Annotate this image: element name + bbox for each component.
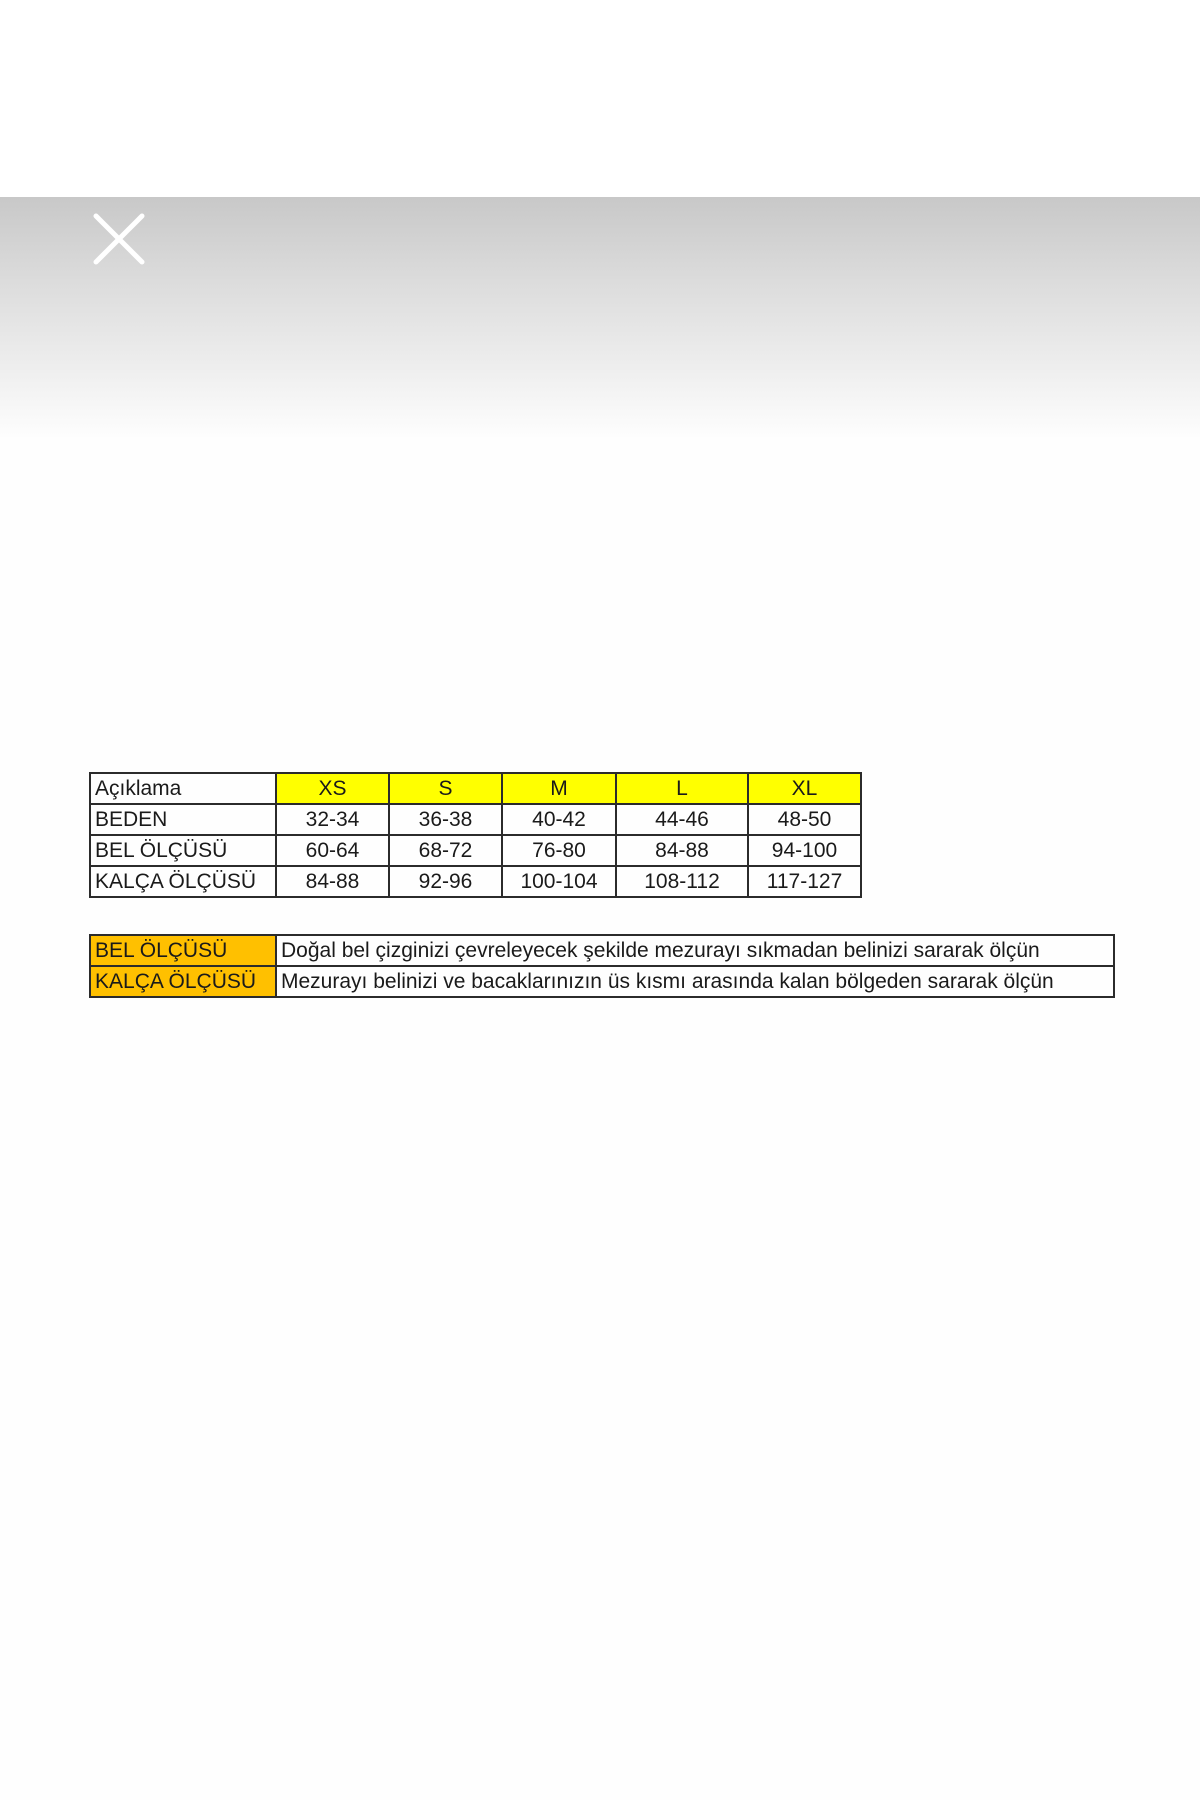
table-cell: 94-100 <box>748 835 861 866</box>
header-size-l: L <box>616 773 748 804</box>
table-cell: 44-46 <box>616 804 748 835</box>
measurement-description-table <box>89 934 1115 998</box>
size-chart-table <box>89 772 862 898</box>
table-cell: 100-104 <box>502 866 616 897</box>
table-cell: 92-96 <box>389 866 502 897</box>
close-icon <box>90 210 148 268</box>
table-cell: 36-38 <box>389 804 502 835</box>
table-cell: 84-88 <box>276 866 389 897</box>
row-label: KALÇA ÖLÇÜSÜ <box>90 866 276 897</box>
table-cell: 32-34 <box>276 804 389 835</box>
close-button[interactable] <box>90 210 148 268</box>
table-row <box>90 935 1114 966</box>
table-header-row <box>90 773 861 804</box>
table-cell: 117-127 <box>748 866 861 897</box>
header-description-cell: Açıklama <box>90 773 276 804</box>
table-row <box>90 804 861 835</box>
table-cell: 48-50 <box>748 804 861 835</box>
table-cell: 40-42 <box>502 804 616 835</box>
header-size-s: S <box>389 773 502 804</box>
header-size-xs: XS <box>276 773 389 804</box>
table-cell: 68-72 <box>389 835 502 866</box>
top-blank-area <box>0 0 1200 197</box>
row-label: BEDEN <box>90 804 276 835</box>
header-size-xl: XL <box>748 773 861 804</box>
table-cell: 60-64 <box>276 835 389 866</box>
table-row <box>90 966 1114 997</box>
viewer-top-overlay <box>0 197 1200 440</box>
description-text: Doğal bel çizginizi çevreleyecek şekilde mezurayı sıkmadan belinizi sararak ölçün <box>276 935 1114 966</box>
description-text: Mezurayı belinizi ve bacaklarınızın üs kısmı arasında kalan bölgeden sararak ölçün <box>276 966 1114 997</box>
header-size-m: M <box>502 773 616 804</box>
table-cell: 76-80 <box>502 835 616 866</box>
description-label: BEL ÖLÇÜSÜ <box>90 935 276 966</box>
table-row <box>90 866 861 897</box>
table-cell: 108-112 <box>616 866 748 897</box>
row-label: BEL ÖLÇÜSÜ <box>90 835 276 866</box>
table-row <box>90 835 861 866</box>
description-label: KALÇA ÖLÇÜSÜ <box>90 966 276 997</box>
table-cell: 84-88 <box>616 835 748 866</box>
